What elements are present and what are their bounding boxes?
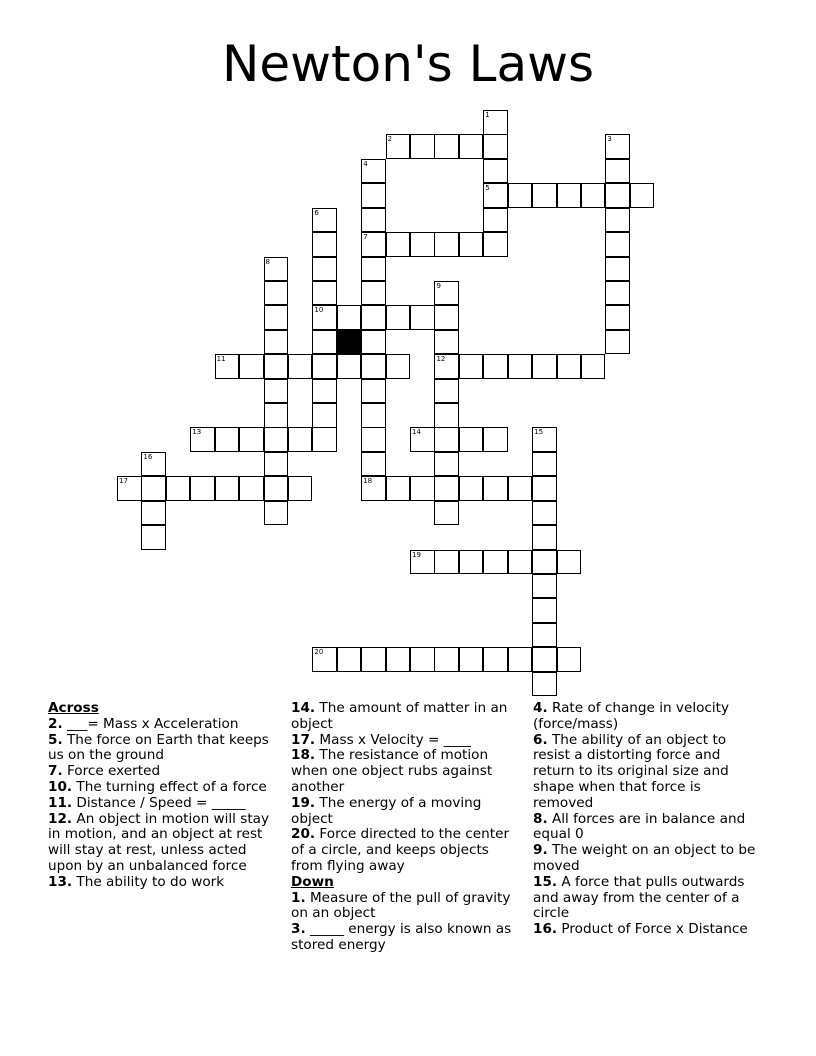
cell-number: 5 — [485, 184, 490, 193]
grid-cell[interactable] — [483, 232, 508, 257]
grid-cell[interactable] — [605, 305, 630, 330]
clue-down-8: 8. All forces are in balance and equal 0 — [533, 810, 746, 843]
grid-cell[interactable] — [386, 232, 411, 257]
grid-cell[interactable] — [434, 452, 459, 477]
puzzle-title: Newton's Laws — [221, 35, 595, 93]
grid-cell[interactable] — [605, 330, 630, 355]
clue-across-19: 19. The energy of a moving object — [291, 794, 482, 827]
cell-number: 10 — [314, 306, 324, 315]
grid-cell[interactable] — [483, 134, 508, 159]
cell-number: 8 — [265, 257, 270, 266]
grid-cell[interactable] — [434, 281, 459, 306]
grid-cell[interactable] — [459, 476, 484, 501]
cell-number: 11 — [216, 355, 226, 364]
grid-cell[interactable] — [361, 208, 386, 233]
grid-cell[interactable] — [264, 427, 289, 452]
grid-cell[interactable] — [434, 476, 459, 501]
grid-cell[interactable] — [410, 305, 435, 330]
grid-cell[interactable] — [312, 330, 337, 355]
grid-cell[interactable] — [361, 427, 386, 452]
grid-cell[interactable] — [483, 354, 508, 379]
grid-cell[interactable] — [361, 452, 386, 477]
grid-cell[interactable] — [215, 476, 240, 501]
grid-cell[interactable] — [264, 403, 289, 428]
grid-cell[interactable] — [141, 452, 166, 477]
grid-cell[interactable] — [483, 110, 508, 135]
cell-number: 13 — [192, 428, 202, 437]
clue-down-9: 9. The weight on an object to be moved — [533, 842, 756, 874]
clue-across-18: 18. The resistance of motion when one object rubs against another — [291, 747, 493, 795]
down-header: Down — [291, 873, 334, 890]
grid-cell[interactable] — [215, 427, 240, 452]
grid-cell[interactable] — [190, 427, 215, 452]
grid-cell[interactable] — [264, 330, 289, 355]
clue-across-10: 10. The turning effect of a force — [48, 778, 267, 795]
grid-cell[interactable] — [557, 550, 582, 575]
cell-number: 19 — [412, 550, 421, 559]
grid-cell[interactable] — [434, 501, 459, 526]
clue-across-14: 14. The amount of matter in an object — [291, 700, 508, 732]
grid-cell[interactable] — [361, 232, 386, 257]
grid-cell[interactable] — [117, 476, 142, 501]
cell-number: 16 — [143, 452, 153, 461]
grid-cell[interactable] — [312, 427, 337, 452]
grid-cell[interactable] — [605, 159, 630, 184]
grid-cell[interactable] — [557, 354, 582, 379]
grid-cell[interactable] — [459, 232, 484, 257]
grid-cell[interactable] — [605, 232, 630, 257]
grid-cell[interactable] — [434, 305, 459, 330]
grid-cell[interactable] — [532, 525, 557, 550]
grid-cell[interactable] — [264, 281, 289, 306]
clue-down-6: 6. The ability of an object to resist a distorting force and return to its original size and shape when that force is removed — [533, 731, 729, 811]
clues-column-1 — [48, 701, 280, 891]
grid-cell[interactable] — [337, 647, 362, 672]
grid-cell[interactable] — [312, 305, 337, 330]
grid-cell[interactable] — [264, 379, 289, 404]
clue-across-2: 2. ___= Mass x Acceleration — [48, 715, 239, 732]
cell-number: 2 — [387, 135, 393, 144]
grid-cell[interactable] — [190, 476, 215, 501]
cell-number: 20 — [314, 648, 324, 657]
grid-cell[interactable] — [459, 134, 484, 159]
grid-cell[interactable] — [337, 305, 362, 330]
grid-cell[interactable] — [459, 550, 484, 575]
grid-cell[interactable] — [459, 427, 484, 452]
grid-cell[interactable] — [483, 159, 508, 184]
grid-cell[interactable] — [386, 647, 411, 672]
cell-number: 17 — [119, 477, 128, 486]
cell-number: 3 — [607, 135, 612, 144]
grid-cell[interactable] — [532, 598, 557, 623]
grid-cell[interactable] — [312, 403, 337, 428]
grid-cell[interactable] — [361, 159, 386, 184]
grid-cell[interactable] — [434, 550, 459, 575]
grid-cell[interactable] — [264, 501, 289, 526]
grid-cell[interactable] — [239, 354, 264, 379]
clue-down-4: 4. Rate of change in velocity (force/mass) — [533, 700, 730, 732]
grid-cell[interactable] — [532, 672, 557, 697]
clue-across-12: 12. An object in motion will stay in motion, and an object at rest will stay at rest, unless acted upon by an unbalanced force — [48, 810, 270, 874]
grid-cell[interactable] — [264, 452, 289, 477]
grid-cell[interactable] — [630, 183, 655, 208]
grid-cell[interactable] — [605, 183, 630, 208]
clue-down-16: 16. Product of Force x Distance — [533, 921, 748, 938]
cell-number: 6 — [314, 208, 319, 217]
grid-cell[interactable] — [557, 183, 582, 208]
grid-cell[interactable] — [288, 476, 313, 501]
grid-cell[interactable] — [264, 354, 289, 379]
grid-cell[interactable] — [361, 403, 386, 428]
grid-cell[interactable] — [166, 476, 191, 501]
grid-cell[interactable] — [532, 183, 557, 208]
grid-cell[interactable] — [288, 354, 313, 379]
grid-cell[interactable] — [361, 354, 386, 379]
grid-cell[interactable] — [361, 647, 386, 672]
grid-cell[interactable] — [532, 623, 557, 648]
clue-across-5: 5. The force on Earth that keeps us on the ground — [48, 731, 269, 764]
grid-cell[interactable] — [264, 257, 289, 282]
grid-cell[interactable] — [508, 476, 533, 501]
clue-across-17: 17. Mass x Velocity = ____ — [291, 731, 471, 748]
cell-number: 15 — [534, 428, 544, 437]
grid-cell[interactable] — [508, 550, 533, 575]
grid-cell[interactable] — [312, 281, 337, 306]
grid-cell[interactable] — [532, 574, 557, 599]
grid-cell[interactable] — [386, 476, 411, 501]
grid-cell[interactable] — [361, 330, 386, 355]
grid-cell[interactable] — [483, 476, 508, 501]
grid-cell[interactable] — [483, 183, 508, 208]
grid-cell[interactable] — [508, 183, 533, 208]
grid-cell[interactable] — [239, 476, 264, 501]
grid-cell[interactable] — [410, 476, 435, 501]
grid-cell[interactable] — [459, 354, 484, 379]
grid-cell[interactable] — [532, 476, 557, 501]
grid-cell[interactable] — [410, 232, 435, 257]
grid-cell[interactable] — [532, 354, 557, 379]
grid-cell[interactable] — [312, 647, 337, 672]
clue-down-3: 3. _____ energy is also known as stored energy — [291, 921, 512, 953]
grid-cell[interactable] — [508, 647, 533, 672]
across-header: Across — [48, 700, 99, 716]
clues-column-2 — [291, 701, 523, 954]
grid-cell[interactable] — [605, 281, 630, 306]
cell-number: 18 — [363, 477, 373, 486]
grid-cell[interactable] — [605, 257, 630, 282]
grid-cell[interactable] — [581, 183, 606, 208]
cell-number: 12 — [436, 355, 446, 364]
grid-cell[interactable] — [361, 183, 386, 208]
grid-cell[interactable] — [483, 647, 508, 672]
grid-cell[interactable] — [361, 281, 386, 306]
grid-cell[interactable] — [141, 501, 166, 526]
grid-cell[interactable] — [434, 354, 459, 379]
clue-across-20: 20. Force directed to the center of a circle, and keeps objects from flying away — [291, 826, 510, 874]
grid-cell[interactable] — [288, 427, 313, 452]
grid-cell[interactable] — [434, 379, 459, 404]
grid-cell[interactable] — [410, 427, 435, 452]
clue-across-13: 13. The ability to do work — [48, 873, 225, 890]
grid-cell[interactable] — [141, 476, 166, 501]
grid-cell[interactable] — [361, 379, 386, 404]
clue-down-15: 15. A force that pulls outwards and away from the center of a circle — [533, 873, 745, 922]
grid-cell[interactable] — [386, 134, 411, 159]
cell-number: 7 — [363, 233, 368, 242]
grid-cell[interactable] — [410, 134, 435, 159]
grid-cell[interactable] — [264, 476, 289, 501]
grid-cell[interactable] — [361, 305, 386, 330]
clue-across-7: 7. Force exerted — [48, 763, 161, 780]
grid-cell[interactable] — [557, 647, 582, 672]
grid-cell[interactable] — [141, 525, 166, 550]
grid-cell[interactable] — [361, 257, 386, 282]
grid-cell[interactable] — [239, 427, 264, 452]
grid-cell[interactable] — [532, 550, 557, 575]
grid-cell[interactable] — [361, 476, 386, 501]
grid-cell[interactable] — [434, 403, 459, 428]
grid-cell[interactable] — [581, 354, 606, 379]
grid-cell[interactable] — [410, 550, 435, 575]
clue-down-1: 1. Measure of the pull of gravity on an object — [291, 889, 511, 922]
clue-across-11: 11. Distance / Speed = _____ — [48, 794, 246, 811]
black-cell — [337, 330, 362, 355]
grid-cell[interactable] — [434, 427, 459, 452]
grid-cell[interactable] — [410, 647, 435, 672]
grid-cell[interactable] — [532, 452, 557, 477]
grid-cell[interactable] — [459, 647, 484, 672]
grid-cell[interactable] — [337, 354, 362, 379]
grid-cell[interactable] — [434, 232, 459, 257]
cell-number: 9 — [436, 281, 441, 290]
grid-cell[interactable] — [312, 379, 337, 404]
grid-cell[interactable] — [532, 427, 557, 452]
grid-cell[interactable] — [483, 208, 508, 233]
cell-number: 1 — [485, 111, 490, 119]
cell-number: 4 — [363, 159, 368, 168]
grid-cell[interactable] — [532, 647, 557, 672]
grid-cell[interactable] — [434, 647, 459, 672]
clues-column-3 — [533, 701, 765, 938]
grid-cell[interactable] — [215, 354, 240, 379]
grid-cell[interactable] — [605, 208, 630, 233]
cell-number: 14 — [412, 428, 421, 437]
grid-cell[interactable] — [434, 134, 459, 159]
grid-cell[interactable] — [483, 427, 508, 452]
grid-cell[interactable] — [312, 354, 337, 379]
grid-cell[interactable] — [386, 305, 411, 330]
grid-cell[interactable] — [312, 257, 337, 282]
grid-cell[interactable] — [532, 501, 557, 526]
grid-cell[interactable] — [483, 550, 508, 575]
grid-cell[interactable] — [508, 354, 533, 379]
grid-cell[interactable] — [434, 330, 459, 355]
grid-cell[interactable] — [605, 134, 630, 159]
grid-cell[interactable] — [386, 354, 411, 379]
grid-cell[interactable] — [312, 208, 337, 233]
grid-cell[interactable] — [264, 305, 289, 330]
grid-cell[interactable] — [312, 232, 337, 257]
